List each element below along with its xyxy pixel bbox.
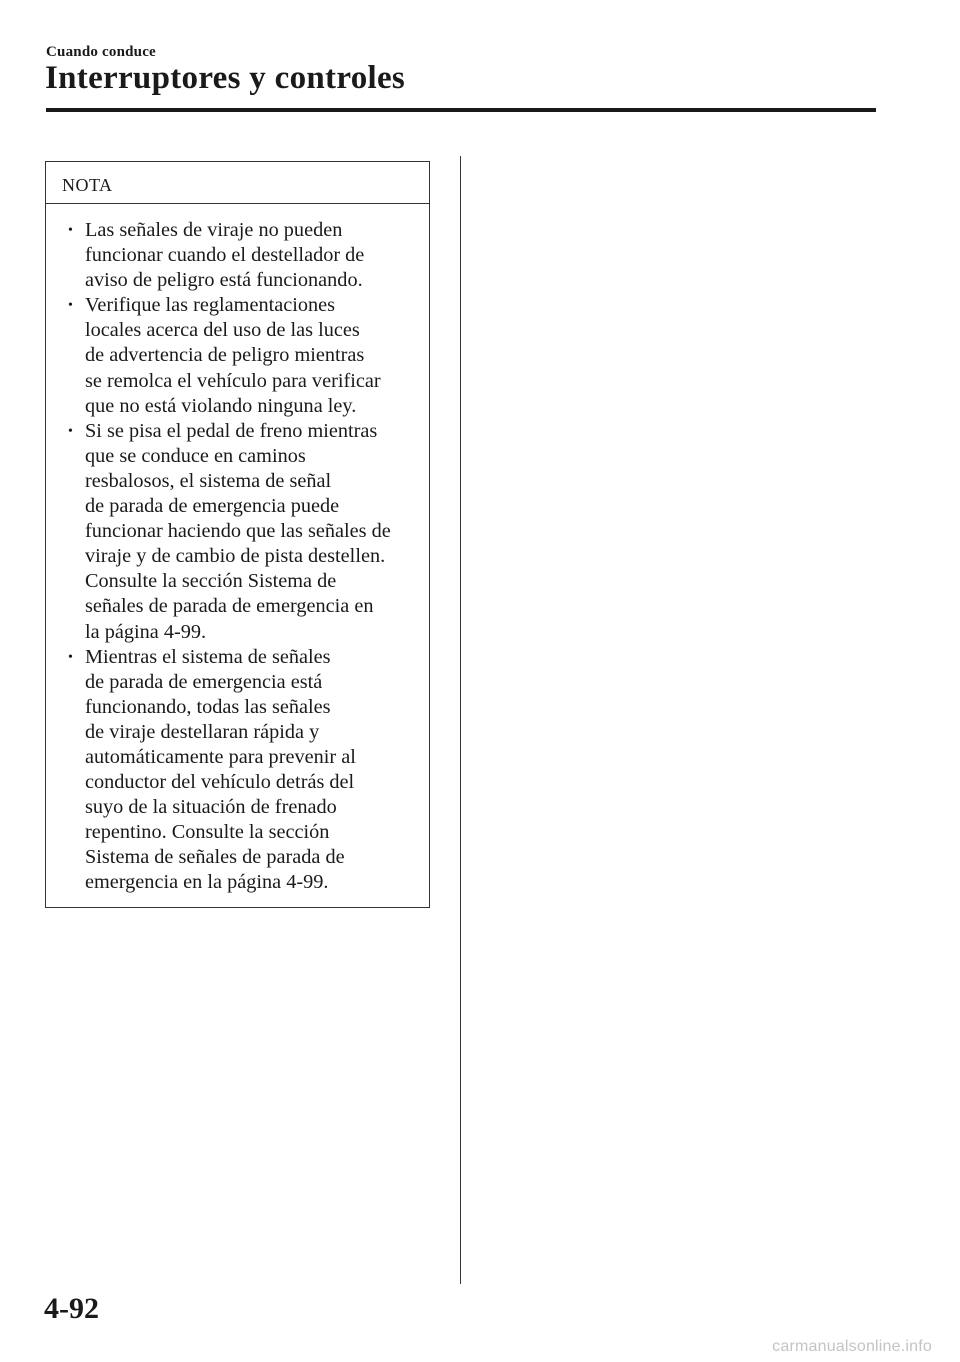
- page-title: Interruptores y controles: [45, 60, 406, 96]
- note-line: Mientras el sistema de señales: [85, 645, 331, 668]
- note-list: [46, 204, 429, 896]
- note-line: aviso de peligro está funcionando.: [85, 269, 363, 292]
- note-line: automáticamente para prevenir al: [85, 745, 356, 768]
- note-line: la página 4-99.: [85, 620, 207, 643]
- note-line: locales acerca del uso de las luces: [85, 319, 360, 342]
- note-line: que no está violando ninguna ley.: [85, 394, 357, 417]
- note-line: funcionando, todas las señales: [85, 695, 331, 718]
- note-line: se remolca el vehículo para verificar: [85, 369, 381, 392]
- bullet-icon: •: [68, 298, 73, 314]
- note-line: resbalosos, el sistema de señal: [85, 469, 332, 492]
- list-item: [46, 419, 429, 645]
- section-label: Cuando conduce: [46, 44, 156, 60]
- list-item: [46, 218, 429, 293]
- note-line: Si se pisa el pedal de freno mientras: [85, 419, 378, 442]
- note-line: Verifique las reglamentaciones: [85, 294, 336, 317]
- note-line: de viraje destellaran rápida y: [85, 720, 320, 743]
- note-line: Las señales de viraje no pueden: [85, 219, 343, 241]
- note-line: que se conduce en caminos: [85, 444, 306, 467]
- note-line: conductor del vehículo detrás del: [85, 771, 355, 794]
- note-line: Consulte la sección Sistema de: [85, 570, 337, 593]
- note-line: de parada de emergencia puede: [85, 495, 340, 518]
- list-item: [46, 645, 429, 896]
- note-line: viraje y de cambio de pista destellen.: [85, 545, 386, 568]
- column-divider: [460, 156, 461, 1284]
- page-number: 4-92: [44, 1292, 99, 1325]
- header-divider: [46, 108, 876, 112]
- note-line: repentino. Consulte la sección: [85, 821, 330, 844]
- note-line: señales de parada de emergencia en: [85, 595, 374, 618]
- list-item: [46, 293, 429, 418]
- note-line: emergencia en la página 4-99.: [85, 871, 329, 894]
- note-line: funcionar cuando el destellador de: [85, 244, 365, 267]
- note-heading: NOTA: [46, 162, 429, 204]
- note-box: [45, 161, 430, 908]
- note-line: suyo de la situación de frenado: [85, 796, 337, 819]
- bullet-icon: •: [68, 223, 73, 238]
- note-line: de parada de emergencia está: [85, 670, 323, 693]
- bullet-icon: •: [68, 649, 73, 665]
- watermark: carmanualsonline.info: [772, 1338, 932, 1355]
- note-line: funcionar haciendo que las señales de: [85, 520, 391, 543]
- note-line: Sistema de señales de parada de: [85, 846, 345, 869]
- bullet-icon: •: [68, 423, 73, 439]
- note-line: de advertencia de peligro mientras: [85, 344, 365, 367]
